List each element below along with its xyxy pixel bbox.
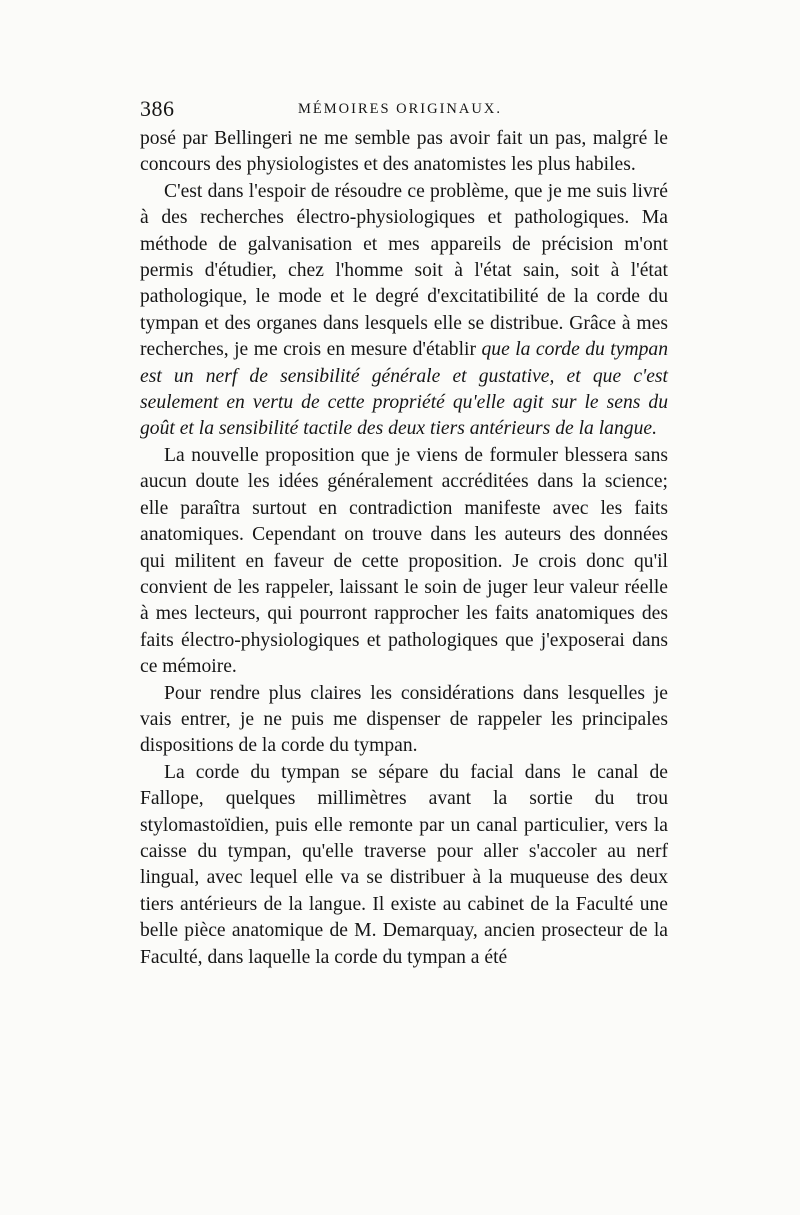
paragraph-anatomy: La corde du tympan se sépare du facial dans le canal de Fallope, quelques millimètres avant la sortie du trou stylomastoïdien, puis elle remonte par un canal particulier, vers la caisse du tympan, qu'elle traverse pour aller s'accoler au nerf lingual, avec lequel elle va se distribuer à la muqueuse des deux tiers antérieurs de la langue. Il existe au cabinet de la Faculté une belle pièce anatomique de M. Demarquay, ancien prosecteur de la Faculté, dans laquelle la corde du tympan a été — [140, 761, 668, 968]
paragraph-proposition: La nouvelle proposition que je viens de formuler blessera sans aucun doute les idées généralement accréditées dans la science; elle paraîtra surtout en contradiction manifeste avec les faits anatomiques. Cependant on trouve dans les auteurs des données qui militent en faveur de cette proposition. Je crois donc qu'il convient de les rappeler, laissant le soin de juger leur valeur réelle à mes lecteurs, qui pourront rapprocher les faits anatomiques des faits électro-physiologiques et pathologiques que j'exposerai dans ce mémoire. — [140, 444, 668, 678]
page-header — [140, 96, 668, 126]
paragraph-considerations: Pour rendre plus claires les considérations dans lesquelles je vais entrer, je ne puis me dispenser de rappeler les principales dispositions de la corde du tympan. — [140, 682, 668, 757]
paragraph-continuation: posé par Bellingeri ne me semble pas avoir fait un pas, malgré le concours des physiologistes et des anatomistes les plus habiles. — [140, 128, 668, 176]
paragraph-research-text: C'est dans l'espoir de résoudre ce problème, que je me suis livré à des recherches électro-physiologiques et pathologiques. Ma méthode de galvanisation et mes appareils de précision m'ont permis d'étudier, chez l'homme soit à l'état sain, soit à l'état pathologique, le mode et le degré d'excitatibilité de la corde du tympan et des organes dans lesquels elle se distribue. Grâce à mes recherches, je me crois en mesure d'établir — [140, 180, 668, 361]
paragraph-research-thesis: que la corde du tympan est un nerf de sensibilité générale et gustative, et que c'est seulement en vertu de cette propriété qu'elle agit sur le sens du goût et la sensibilité tactile des deux tiers antérieurs de la langue. — [140, 339, 668, 440]
paragraph-research — [140, 179, 668, 443]
body-text — [140, 126, 668, 971]
page-number: 386 — [140, 96, 175, 121]
running-head: MÉMOIRES ORIGINAUX. — [298, 101, 502, 117]
